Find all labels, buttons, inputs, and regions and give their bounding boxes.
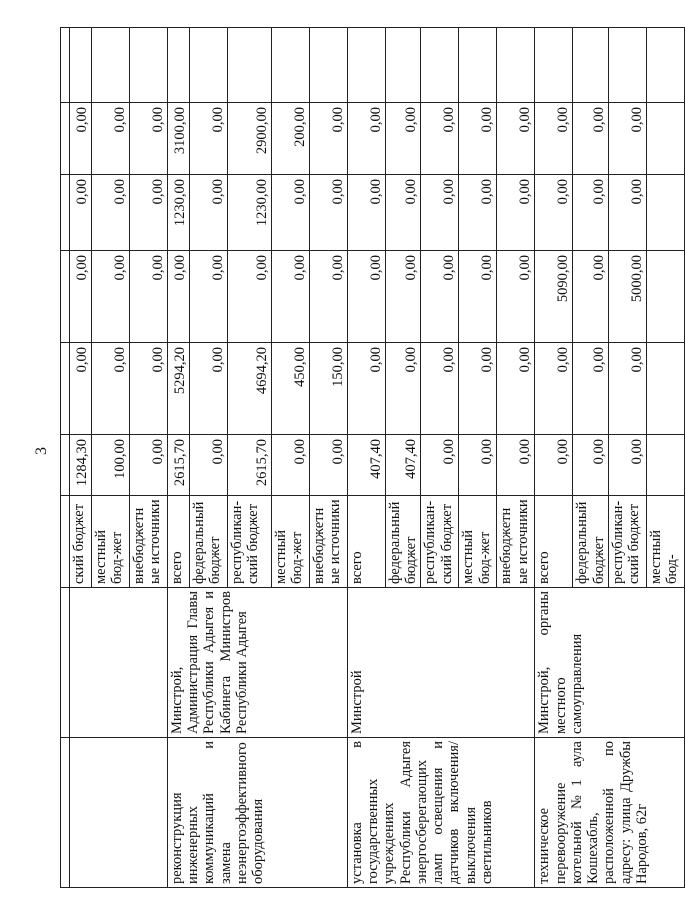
amount-cell: 0,00	[190, 175, 228, 251]
amount-cell: 0,00	[168, 251, 190, 343]
amount-cell: 0,00	[130, 175, 168, 251]
amount-cell: 2900,00	[228, 103, 272, 175]
funding-source-cell: местный бюд-жет	[272, 496, 310, 588]
trailing-empty-cell	[228, 28, 272, 103]
amount-cell: 0,00	[497, 251, 535, 343]
strip-cell	[61, 28, 70, 103]
amount-cell: 0,00	[92, 343, 130, 435]
table-row	[348, 28, 386, 888]
trailing-empty-cell	[497, 28, 535, 103]
amount-cell: 0,00	[310, 175, 348, 251]
amount-cell: 0,00	[348, 343, 386, 435]
amount-cell: 0,00	[130, 343, 168, 435]
amount-cell: 0,00	[535, 435, 573, 496]
amount-cell: 0,00	[573, 435, 608, 496]
trailing-empty-cell	[310, 28, 348, 103]
trailing-empty-cell	[421, 28, 459, 103]
amount-cell: 0,00	[386, 251, 421, 343]
amount-cell: 0,00	[608, 435, 646, 496]
amount-cell: 0,00	[310, 251, 348, 343]
strip-cell	[61, 435, 70, 496]
strip-cell	[61, 738, 70, 888]
amount-cell: 0,00	[497, 435, 535, 496]
funding-source-cell: всего	[348, 496, 386, 588]
amount-cell: 0,00	[386, 103, 421, 175]
amount-cell: 100,00	[92, 435, 130, 496]
amount-cell: 0,00	[70, 343, 92, 435]
budget-table	[60, 27, 685, 888]
amount-cell: 407,40	[348, 435, 386, 496]
amount-cell: 200,00	[272, 103, 310, 175]
amount-cell: 0,00	[272, 175, 310, 251]
trailing-empty-cell	[190, 28, 228, 103]
amount-cell: 0,00	[608, 175, 646, 251]
funding-source-cell: республикан-ский бюджет	[608, 496, 646, 588]
amount-cell: 0,00	[573, 251, 608, 343]
funding-source-cell: всего	[535, 496, 573, 588]
trailing-empty-cell	[348, 28, 386, 103]
amount-cell: 0,00	[130, 251, 168, 343]
leading-strip-row	[61, 28, 70, 888]
funding-source-cell: всего	[168, 496, 190, 588]
amount-cell: 0,00	[497, 175, 535, 251]
amount-cell: 0,00	[70, 103, 92, 175]
funding-source-cell: местный бюд-	[646, 496, 684, 588]
amount-cell: 0,00	[70, 251, 92, 343]
amount-cell: 0,00	[573, 343, 608, 435]
amount-cell: 0,00	[421, 103, 459, 175]
amount-cell: 5000,00	[608, 251, 646, 343]
trailing-empty-cell	[168, 28, 190, 103]
amount-cell	[646, 103, 684, 175]
amount-cell: 0,00	[421, 435, 459, 496]
trailing-empty-cell	[92, 28, 130, 103]
trailing-empty-cell	[646, 28, 684, 103]
amount-cell: 0,00	[497, 103, 535, 175]
amount-cell: 1230,00	[228, 175, 272, 251]
amount-cell: 0,00	[272, 435, 310, 496]
amount-cell: 450,00	[272, 343, 310, 435]
amount-cell: 150,00	[310, 343, 348, 435]
amount-cell: 0,00	[459, 343, 497, 435]
strip-cell	[61, 103, 70, 175]
executor-cell	[70, 588, 168, 738]
trailing-empty-cell	[70, 28, 92, 103]
amount-cell: 0,00	[348, 175, 386, 251]
table-row	[70, 28, 92, 888]
table-row	[535, 28, 573, 888]
amount-cell: 1230,00	[168, 175, 190, 251]
amount-cell: 0,00	[190, 435, 228, 496]
funding-source-cell: ский бюджет	[70, 496, 92, 588]
amount-cell: 0,00	[310, 103, 348, 175]
amount-cell: 4694,20	[228, 343, 272, 435]
amount-cell: 0,00	[386, 175, 421, 251]
amount-cell: 0,00	[92, 103, 130, 175]
amount-cell: 0,00	[421, 175, 459, 251]
rotated-page-content	[60, 28, 685, 888]
amount-cell: 0,00	[310, 435, 348, 496]
executor-cell: Минстрой	[348, 588, 535, 738]
amount-cell: 0,00	[190, 251, 228, 343]
amount-cell: 5090,00	[535, 251, 573, 343]
funding-source-cell: местный бюд-жет	[459, 496, 497, 588]
executor-cell: Минстрой, органы местного самоуправления	[535, 588, 684, 738]
trailing-empty-cell	[573, 28, 608, 103]
executor-cell: Минстрой, Администрация Главы Республики Адыгея и Кабинета Министров Республики Адыгея	[168, 588, 348, 738]
amount-cell: 0,00	[272, 251, 310, 343]
strip-cell	[61, 251, 70, 343]
amount-cell: 0,00	[459, 435, 497, 496]
amount-cell: 0,00	[70, 175, 92, 251]
trailing-empty-cell	[272, 28, 310, 103]
amount-cell: 0,00	[92, 175, 130, 251]
amount-cell: 0,00	[459, 103, 497, 175]
amount-cell: 0,00	[535, 175, 573, 251]
amount-cell	[646, 343, 684, 435]
event-cell	[70, 738, 168, 888]
amount-cell: 5294,20	[168, 343, 190, 435]
amount-cell: 2615,70	[168, 435, 190, 496]
amount-cell: 0,00	[421, 251, 459, 343]
amount-cell: 0,00	[535, 103, 573, 175]
strip-cell	[61, 175, 70, 251]
funding-source-cell: местный бюд-жет	[92, 496, 130, 588]
amount-cell	[646, 175, 684, 251]
amount-cell: 0,00	[459, 175, 497, 251]
amount-cell: 0,00	[130, 103, 168, 175]
funding-source-cell: внебюджетные источники	[497, 496, 535, 588]
trailing-empty-cell	[459, 28, 497, 103]
amount-cell: 0,00	[348, 103, 386, 175]
amount-cell: 0,00	[386, 343, 421, 435]
event-cell: техническое перевооружение котельной №1 аула Кошехабль, расположенной по адресу: улица Дружбы Народов, 62г	[535, 738, 684, 888]
amount-cell: 0,00	[348, 251, 386, 343]
amount-cell: 2615,70	[228, 435, 272, 496]
trailing-empty-cell	[130, 28, 168, 103]
event-cell: реконструкция инженерных коммуникаций и замена неэнергоэффективного оборудования	[168, 738, 348, 888]
strip-cell	[61, 343, 70, 435]
amount-cell: 0,00	[92, 251, 130, 343]
funding-source-cell: внебюджетные источники	[130, 496, 168, 588]
amount-cell: 1284,30	[70, 435, 92, 496]
funding-source-cell: республикан-ский бюджет	[228, 496, 272, 588]
amount-cell: 0,00	[497, 343, 535, 435]
funding-source-cell: федеральный бюджет	[386, 496, 421, 588]
table-row	[168, 28, 190, 888]
trailing-empty-cell	[386, 28, 421, 103]
amount-cell: 0,00	[573, 175, 608, 251]
amount-cell: 0,00	[130, 435, 168, 496]
amount-cell: 0,00	[421, 343, 459, 435]
amount-cell	[646, 251, 684, 343]
funding-source-cell: федеральный бюджет	[190, 496, 228, 588]
funding-source-cell: республикан-ский бюджет	[421, 496, 459, 588]
page-number: 3	[33, 447, 50, 455]
amount-cell: 0,00	[459, 251, 497, 343]
amount-cell: 407,40	[386, 435, 421, 496]
trailing-empty-cell	[535, 28, 573, 103]
amount-cell	[646, 435, 684, 496]
amount-cell: 0,00	[190, 103, 228, 175]
funding-source-cell: внебюджетные источники	[310, 496, 348, 588]
table-body	[61, 28, 685, 888]
amount-cell: 0,00	[190, 343, 228, 435]
trailing-empty-cell	[608, 28, 646, 103]
strip-cell	[61, 496, 70, 588]
amount-cell: 0,00	[228, 251, 272, 343]
amount-cell: 0,00	[608, 343, 646, 435]
funding-source-cell: федеральный бюджет	[573, 496, 608, 588]
amount-cell: 0,00	[608, 103, 646, 175]
amount-cell: 3100,00	[168, 103, 190, 175]
event-cell: установка в государственных учреждениях Республики Адыгея энергосберегающих ламп освещения и датчиков включения/выключения светильников	[348, 738, 535, 888]
amount-cell: 0,00	[573, 103, 608, 175]
strip-cell	[61, 588, 70, 738]
amount-cell: 0,00	[535, 343, 573, 435]
